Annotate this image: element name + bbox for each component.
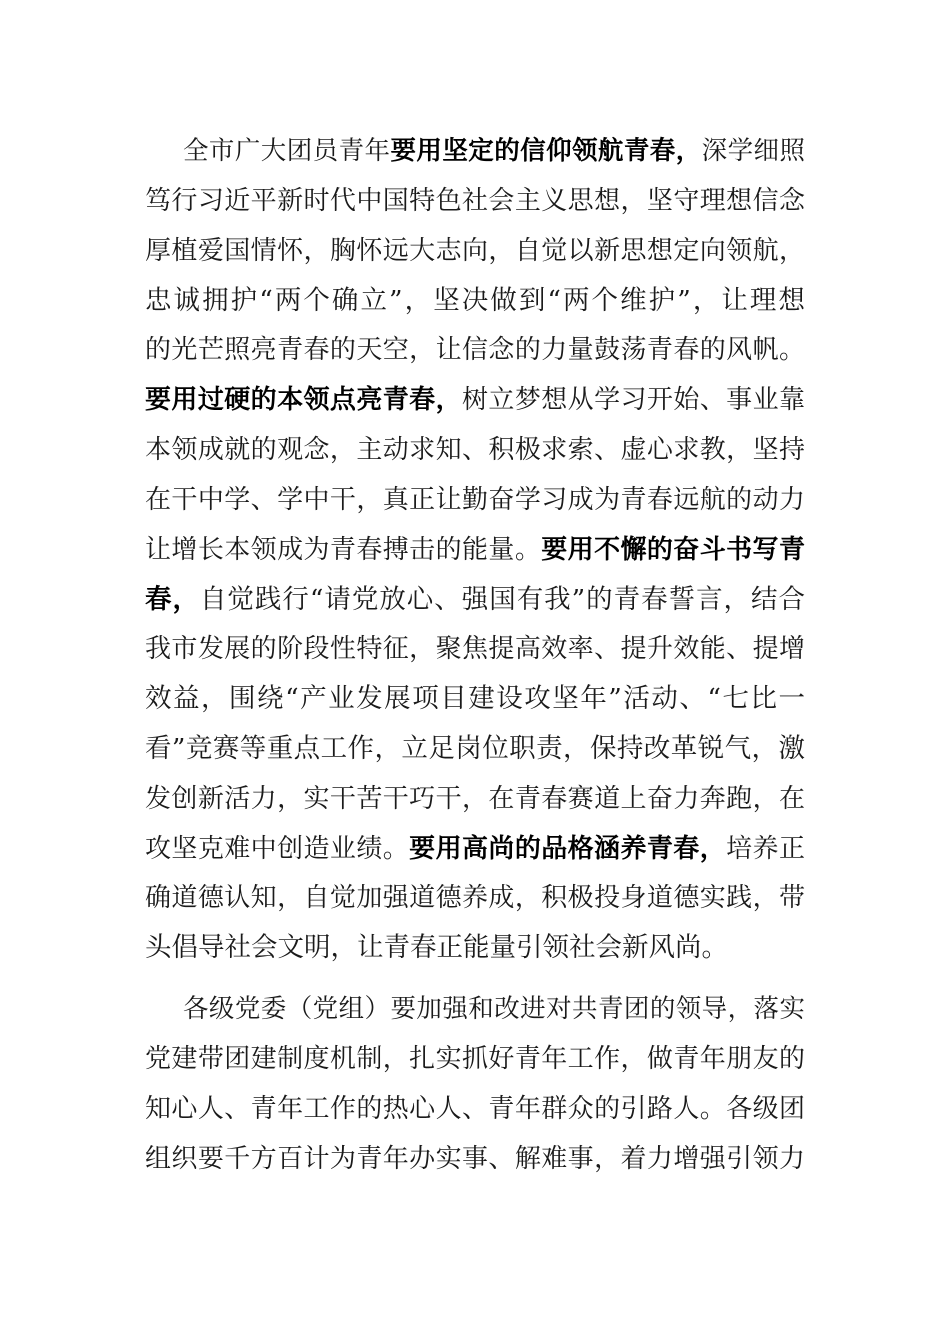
text-run: 培养正: [726, 834, 805, 864]
text-run: 攻坚克难中创造业绩。: [145, 834, 410, 864]
text-run: 全市广大团员青年: [183, 136, 391, 166]
text-line: [145, 829, 805, 869]
text-run: 看”竞赛等重点工作，立足岗位职责，保持改革锐气，激: [145, 733, 805, 764]
text-line: [145, 430, 805, 470]
text-line: [183, 989, 805, 1029]
text-run: 发创新活力，实干苦干巧干，在青春赛道上奋力奔跑，在: [145, 784, 805, 814]
text-run: 我市发展的阶段性特征，聚焦提高效率、提升效能、提增: [145, 634, 805, 664]
text-line: [145, 878, 805, 918]
text-line: [145, 629, 805, 669]
text-run: 笃行习近平新时代中国特色社会主义思想，坚守理想信念: [145, 186, 805, 216]
text-run: 树立梦想从学习开始、事业靠: [462, 385, 805, 415]
text-run: 在干中学、学中干，真正让勤奋学习成为青春远航的动力: [145, 485, 805, 515]
bold-text-run: 要用高尚的品格涵养青春，: [409, 834, 727, 864]
text-line: [145, 480, 805, 520]
text-line: [145, 1139, 805, 1179]
text-run: 组织要千方百计为青年办实事、解难事，着力增强引领力: [145, 1144, 805, 1174]
bold-text-run: 要用坚定的信仰领航青春，: [390, 136, 702, 166]
text-run: 效益，围绕“产业发展项目建设攻坚年”活动、“七比一: [145, 683, 805, 714]
bold-text-run: 春，: [145, 584, 200, 615]
text-run: 自觉践行“请党放心、强国有我”的青春誓言，结合: [199, 584, 805, 615]
text-line: [145, 181, 805, 221]
text-run: 确道德认知，自觉加强道德养成，积极投身道德实践，带: [145, 883, 805, 913]
text-run: 党建带团建制度机制，扎实抓好青年工作，做青年朋友的: [145, 1044, 805, 1074]
text-line: [145, 779, 805, 819]
text-line: [183, 131, 805, 171]
text-run: 知心人、青年工作的热心人、青年群众的引路人。各级团: [145, 1094, 805, 1124]
text-line: [145, 1089, 805, 1129]
text-line: [145, 729, 805, 769]
text-line: [145, 928, 805, 968]
bold-text-run: 要用不懈的奋斗书写青: [541, 535, 805, 565]
text-run: 深学细照: [701, 136, 805, 166]
text-line: [145, 281, 805, 321]
bold-text-run: 要用过硬的本领点亮青春，: [145, 385, 462, 415]
text-run: 厚植爱国情怀，胸怀远大志向，自觉以新思想定向领航，: [145, 236, 805, 266]
text-run: 忠诚拥护“两个确立”，坚决做到“两个维护”，让理想: [145, 285, 805, 316]
text-run: 各级党委（党组）要加强和改进对共青团的领导，落实: [183, 994, 805, 1024]
text-line: [145, 580, 805, 620]
text-run: 让增长本领成为青春搏击的能量。: [145, 535, 542, 565]
text-line: [145, 380, 805, 420]
text-line: [145, 330, 805, 370]
text-line: [145, 679, 805, 719]
text-run: 的光芒照亮青春的天空，让信念的力量鼓荡青春的风帆。: [145, 335, 805, 365]
text-line: [145, 530, 805, 570]
text-run: 本领成就的观念，主动求知、积极求索、虚心求教，坚持: [145, 435, 805, 465]
text-line: [145, 1039, 805, 1079]
text-run: 头倡导社会文明，让青春正能量引领社会新风尚。: [145, 932, 728, 963]
text-line: [145, 231, 805, 271]
